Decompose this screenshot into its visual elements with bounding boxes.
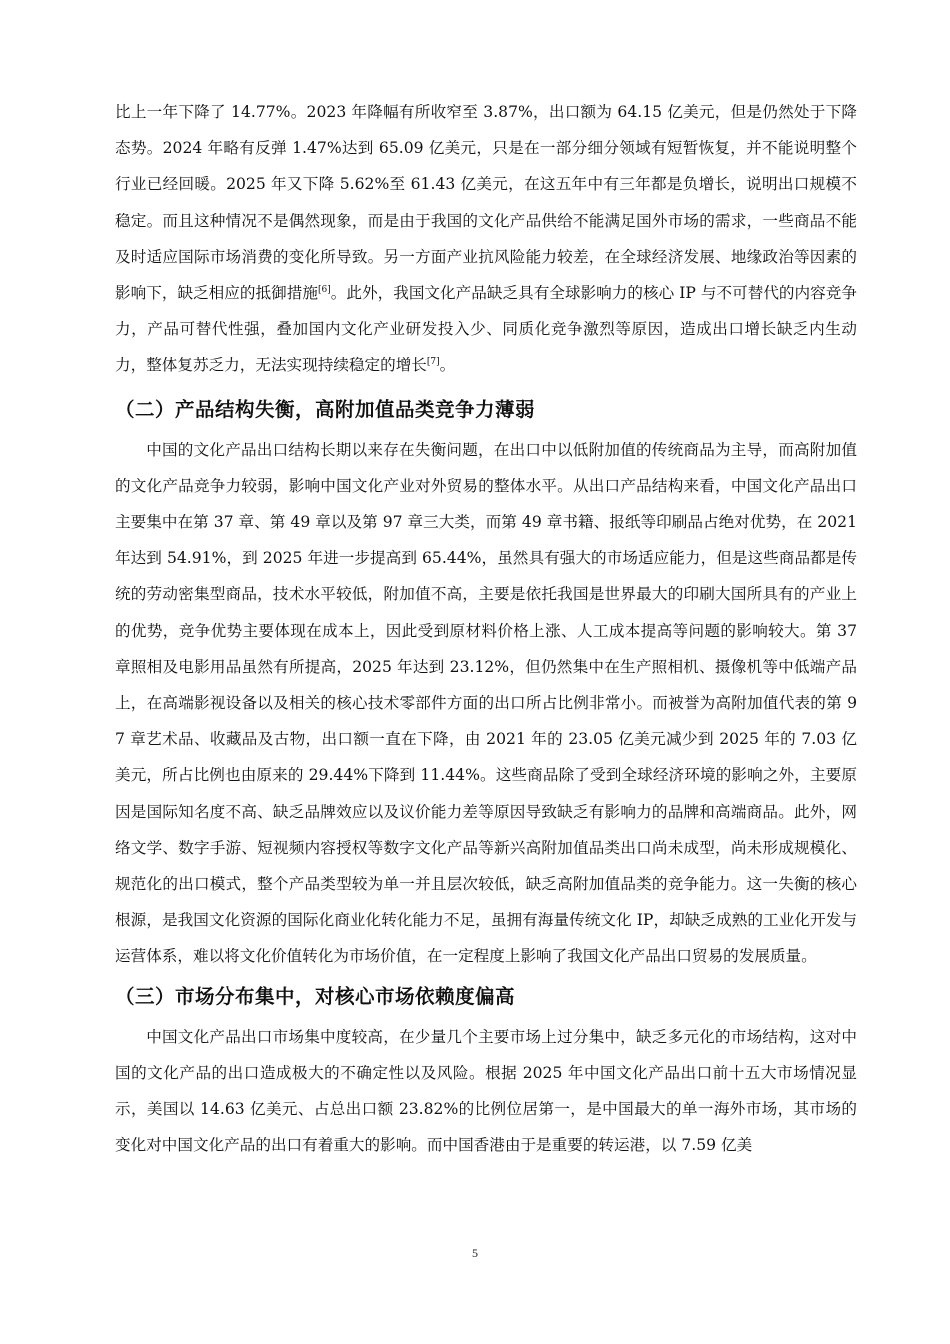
paragraph-text: 。 <box>439 356 456 375</box>
paragraph-product-structure: 中国的文化产品出口结构长期以来存在失衡问题，在出口中以低附加值的传统商品为主导，而高附加值的文化产品竞争力较弱，影响中国文化产业对外贸易的整体水平。从出口产品结构来看，中国文化产品出口主要集中在第 37 章、第 49 章以及第 97 章三大类，而第 49 章书籍、报纸等印刷品占绝对优势，在 2021 年达到 54.91%，到 2025 年进一步提高到 65.44%，虽然具有强大的市场适应能力，但是这些商品都是传统的劳动密集型商品，技术水平较低，附加值不高，主要是依托我国是世界最大的印刷大国所具有的产业上的优势，竞争优势主要体现在成本上，因此受到原材料价格上涨、人工成本提高等问题的影响较大。第 37 章照相及电影用品虽然有所提高，2025 年达到 23.12%，但仍然集中在生产照相机、摄像机等中低端产品上，在高端影视设备以及相关的核心技术零部件方面的出口所占比例非常小。而被誉为高附加值代表的第 97 章艺术品、收藏品及古物，出口额一直在下降，由 2021 年的 23.05 亿美元减少到 2025 年的 7.03 亿美元，所占比例也由原来的 29.44%下降到 11.44%。这些商品除了受到全球经济环境的影响之外，主要原因是国际知名度不高、缺乏品牌效应以及议价能力差等原因导致缺乏有影响力的品牌和高端商品。此外，网络文学、数字手游、短视频内容授权等数字文化产品等新兴高附加值品类出口尚未成型，尚未形成规模化、规范化的出口模式，整个产品类型较为单一并且层次较低，缺乏高附加值品类的竞争能力。这一失衡的核心根源，是我国文化资源的国际化商业化转化能力不足，虽拥有海量传统文化 IP，却缺乏成熟的工业化开发与运营体系，难以将文化价值转化为市场价值，在一定程度上影响了我国文化产品出口贸易的发展质量。 <box>115 440 857 966</box>
citation-6[interactable]: [6] <box>317 284 331 295</box>
paragraph-text: 。此外，我国文化产品缺乏具有全球影响力的核心 IP 与不可替代的内容竞争力，产品可替代性强，叠加国内文化产业研发投入少、同质化竞争激烈等原因，造成出口增长缺乏内生动力，整体复苏乏力，无法实现持续稳定的增长 <box>115 284 857 375</box>
paragraph-export-decline <box>115 94 857 384</box>
section-heading-market-distribution: （三）市场分布集中，对核心市场依赖度偏高 <box>115 984 516 1008</box>
page-number: 5 <box>472 1246 478 1260</box>
paragraph-market-distribution: 中国文化产品出口市场集中度较高，在少量几个主要市场上过分集中，缺乏多元化的市场结构，这对中国的文化产品的出口造成极大的不确定性以及风险。根据 2025 年中国文化产品出口前十五大市场情况显示，美国以 14.63 亿美元、占总出口额 23.82%的比例位居第一，是中国最大的单一海外市场，其市场的变化对中国文化产品的出口有着重大的影响。而中国香港由于是重要的转运港，以 7.59 亿美 <box>115 1027 857 1155</box>
paragraph-text: 比上一年下降了 14.77%。2023 年降幅有所收窄至 3.87%，出口额为 64.15 亿美元，但是仍然处于下降态势。2024 年略有反弹 1.47%达到 65.09 亿美元，只是在一部分细分领域有短暂恢复，并不能说明整个行业已经回暖。2025 年又下降 5.62%至 61.43 亿美元，在这五年中有三年都是负增长，说明出口规模不稳定。而且这种情况不是偶然现象，而是由于我国的文化产品供给不能满足国外市场的需求，一些商品不能及时适应国际市场消费的变化所导致。另一方面产业抗风险能力较差，在全球经济发展、地缘政治等因素的影响下，缺乏相应的抵御措施 <box>115 103 857 303</box>
citation-7[interactable]: [7] <box>426 357 440 368</box>
section-heading-product-structure: （二）产品结构失衡，高附加值品类竞争力薄弱 <box>115 397 536 421</box>
page-content <box>115 94 857 1163</box>
